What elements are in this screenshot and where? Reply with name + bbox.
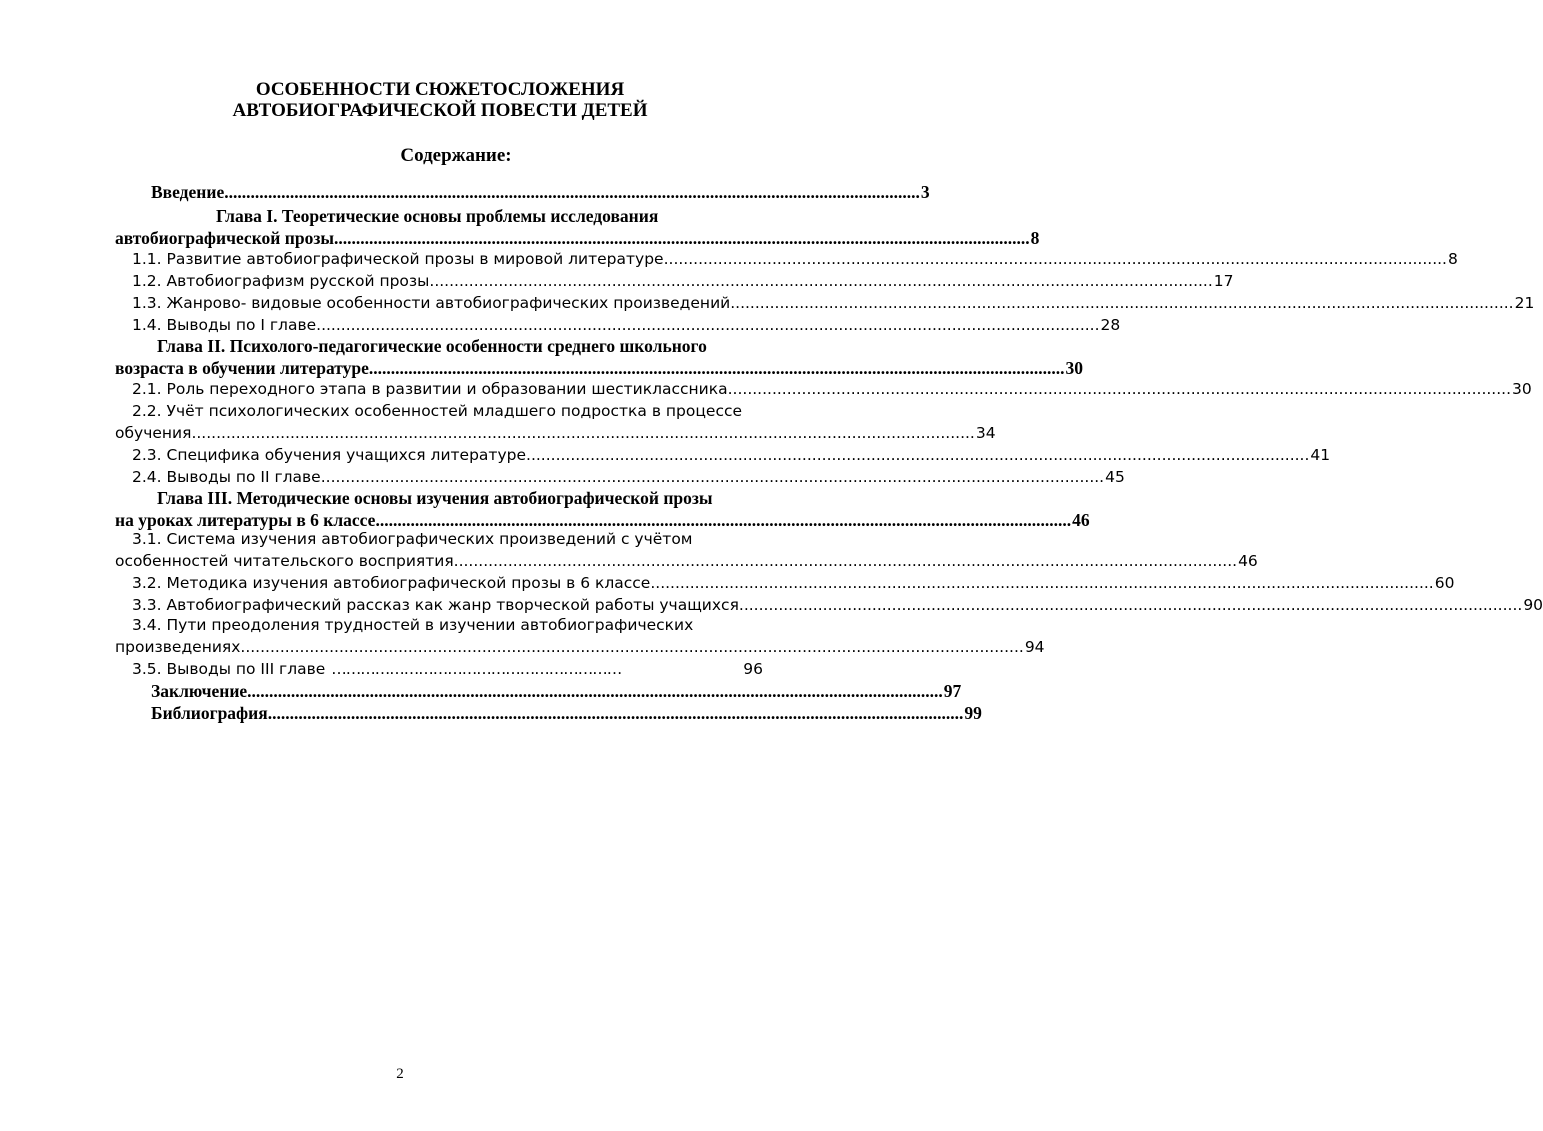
- dot-leader: ...............................................................................................................................................................: [429, 272, 1213, 290]
- toc-page-number: 96: [743, 660, 763, 678]
- toc-entry-label: 1.2. Автобиографизм русской прозы: [132, 272, 430, 290]
- toc-page-number: 60: [1434, 574, 1455, 592]
- toc-entry-section-1-1[interactable]: [132, 250, 1458, 272]
- dot-leader: ...............................................................................................................................................................: [526, 446, 1310, 464]
- dot-leader: ...............................................................................................................................................................: [663, 250, 1447, 268]
- toc-entry-section-2-1[interactable]: [132, 380, 1532, 402]
- toc-page-number: 28: [1100, 316, 1121, 334]
- toc-entry-chapter3[interactable]: [115, 510, 1090, 532]
- toc-entry-label: 2.1. Роль переходного этапа в развитии и образовании шестиклассника: [132, 380, 728, 398]
- toc-page-number: 34: [975, 424, 996, 442]
- toc-page-number: 99: [964, 703, 982, 723]
- dot-leader: ...............................................................................................................................................................: [247, 681, 943, 701]
- dot-leader: ...............................................................................................................................................................: [191, 424, 975, 442]
- toc-page-number: 8: [1448, 250, 1458, 268]
- toc-page-number: 46: [1238, 552, 1258, 570]
- toc-chapter1-title-line1: Глава I. Теоретические основы проблемы исследования: [216, 206, 659, 226]
- toc-entry-section-3-2[interactable]: [132, 574, 1455, 596]
- dot-leader: ...............................................................................................................................................................: [320, 468, 1105, 486]
- document-title-line2: АВТОБИОГРАФИЧЕСКОЙ ПОВЕСТИ ДЕТЕЙ: [232, 100, 648, 121]
- toc-entry-label: на уроках литературы в 6 классе: [115, 510, 376, 530]
- toc-entry-section-1-2[interactable]: [132, 272, 1234, 294]
- toc-page-number: 21: [1514, 294, 1535, 312]
- toc-page-number: 3: [920, 182, 930, 202]
- toc-entry-section-1-4[interactable]: [132, 316, 1121, 338]
- toc-entry-chapter2[interactable]: [115, 358, 1084, 380]
- toc-entry-section-3-1[interactable]: [115, 552, 1258, 574]
- toc-entry-label: 1.3. Жанрово- видовые особенности автобиографических произведений: [132, 294, 731, 312]
- contents-heading: Содержание:: [400, 145, 512, 166]
- document-title-line1: ОСОБЕННОСТИ СЮЖЕТОСЛОЖЕНИЯ: [255, 79, 625, 100]
- toc-page-number: 45: [1105, 468, 1125, 486]
- toc-entry-label: Введение: [151, 182, 225, 202]
- toc-page-number: 30: [1512, 380, 1532, 398]
- page-number: 2: [396, 1066, 404, 1082]
- toc-page-number: 41: [1310, 446, 1331, 464]
- toc-entry-section-2-2[interactable]: [115, 424, 996, 446]
- dot-leader: ...............................................................................................................................................................: [240, 638, 1024, 656]
- toc-page-number: 8: [1030, 228, 1040, 248]
- toc-page-number: 46: [1072, 510, 1090, 530]
- toc-entry-label: произведениях: [115, 638, 241, 656]
- toc-page-number: 90: [1523, 596, 1543, 614]
- toc-section-2-2-line1: 2.2. Учёт психологических особенностей младшего подростка в процессе: [132, 402, 743, 420]
- toc-entry-label: 1.4. Выводы по I главе: [132, 316, 317, 334]
- toc-entry-section-2-3[interactable]: [132, 446, 1331, 468]
- ellipsis-leader: ……………………………………………………: [331, 660, 622, 678]
- toc-entry-bibliography[interactable]: [151, 703, 982, 725]
- dot-leader: ...............................................................................................................................................................: [224, 182, 920, 202]
- toc-page-number: 94: [1024, 638, 1045, 656]
- toc-entry-label: автобиографической прозы: [115, 228, 335, 248]
- dot-leader: ...............................................................................................................................................................: [453, 552, 1238, 570]
- toc-page-number: 30: [1065, 358, 1084, 378]
- toc-entry-label: 3.5. Выводы по III главе: [132, 660, 326, 678]
- toc-entry-label: 3.2. Методика изучения автобиографической прозы в 6 классе: [132, 574, 651, 592]
- toc-page-number: 97: [943, 681, 962, 701]
- dot-leader: ...............................................................................................................................................................: [334, 228, 1030, 248]
- dot-leader: ...............................................................................................................................................................: [738, 596, 1523, 614]
- toc-entry-section-3-5[interactable]: [132, 660, 763, 682]
- dot-leader: ...............................................................................................................................................................: [727, 380, 1512, 398]
- toc-page-number: 17: [1213, 272, 1234, 290]
- toc-entry-label: Заключение: [151, 681, 248, 701]
- dot-leader: ...............................................................................................................................................................: [730, 294, 1514, 312]
- toc-chapter3-title-line1: Глава III. Методические основы изучения автобиографической прозы: [157, 488, 713, 508]
- toc-entry-label: Библиография: [151, 703, 268, 723]
- toc-chapter2-title-line1: Глава II. Психолого-педагогические особенности среднего школьного: [157, 336, 707, 356]
- dot-leader: ...............................................................................................................................................................: [316, 316, 1100, 334]
- toc-entry-section-2-4[interactable]: [132, 468, 1125, 490]
- toc-entry-label: 3.3. Автобиографический рассказ как жанр творческой работы учащихся: [132, 596, 739, 614]
- toc-entry-label: возраста в обучении литературе: [115, 358, 369, 378]
- toc-entry-label: обучения: [115, 424, 192, 442]
- toc-entry-introduction[interactable]: [151, 182, 930, 204]
- dot-leader: ...............................................................................................................................................................: [267, 703, 964, 723]
- toc-entry-section-1-3[interactable]: [132, 294, 1535, 316]
- toc-section-3-1-line1: 3.1. Система изучения автобиографических произведений с учётом: [132, 530, 693, 548]
- toc-entry-section-3-3[interactable]: [132, 596, 1543, 618]
- toc-entry-label: особенностей читательского восприятия: [115, 552, 454, 570]
- dot-leader: ...............................................................................................................................................................: [368, 358, 1065, 378]
- toc-entry-chapter1[interactable]: [115, 228, 1040, 250]
- toc-entry-section-3-4[interactable]: [115, 638, 1045, 660]
- dot-leader: ...............................................................................................................................................................: [375, 510, 1072, 530]
- toc-entry-label: 2.4. Выводы по II главе: [132, 468, 321, 486]
- toc-section-3-4-line1: 3.4. Пути преодоления трудностей в изучении автобиографических: [132, 616, 694, 634]
- toc-entry-label: 1.1. Развитие автобиографической прозы в мировой литературе: [132, 250, 664, 268]
- toc-entry-label: 2.3. Специфика обучения учащихся литературе: [132, 446, 527, 464]
- dot-leader: ...............................................................................................................................................................: [650, 574, 1434, 592]
- toc-entry-conclusion[interactable]: [151, 681, 962, 703]
